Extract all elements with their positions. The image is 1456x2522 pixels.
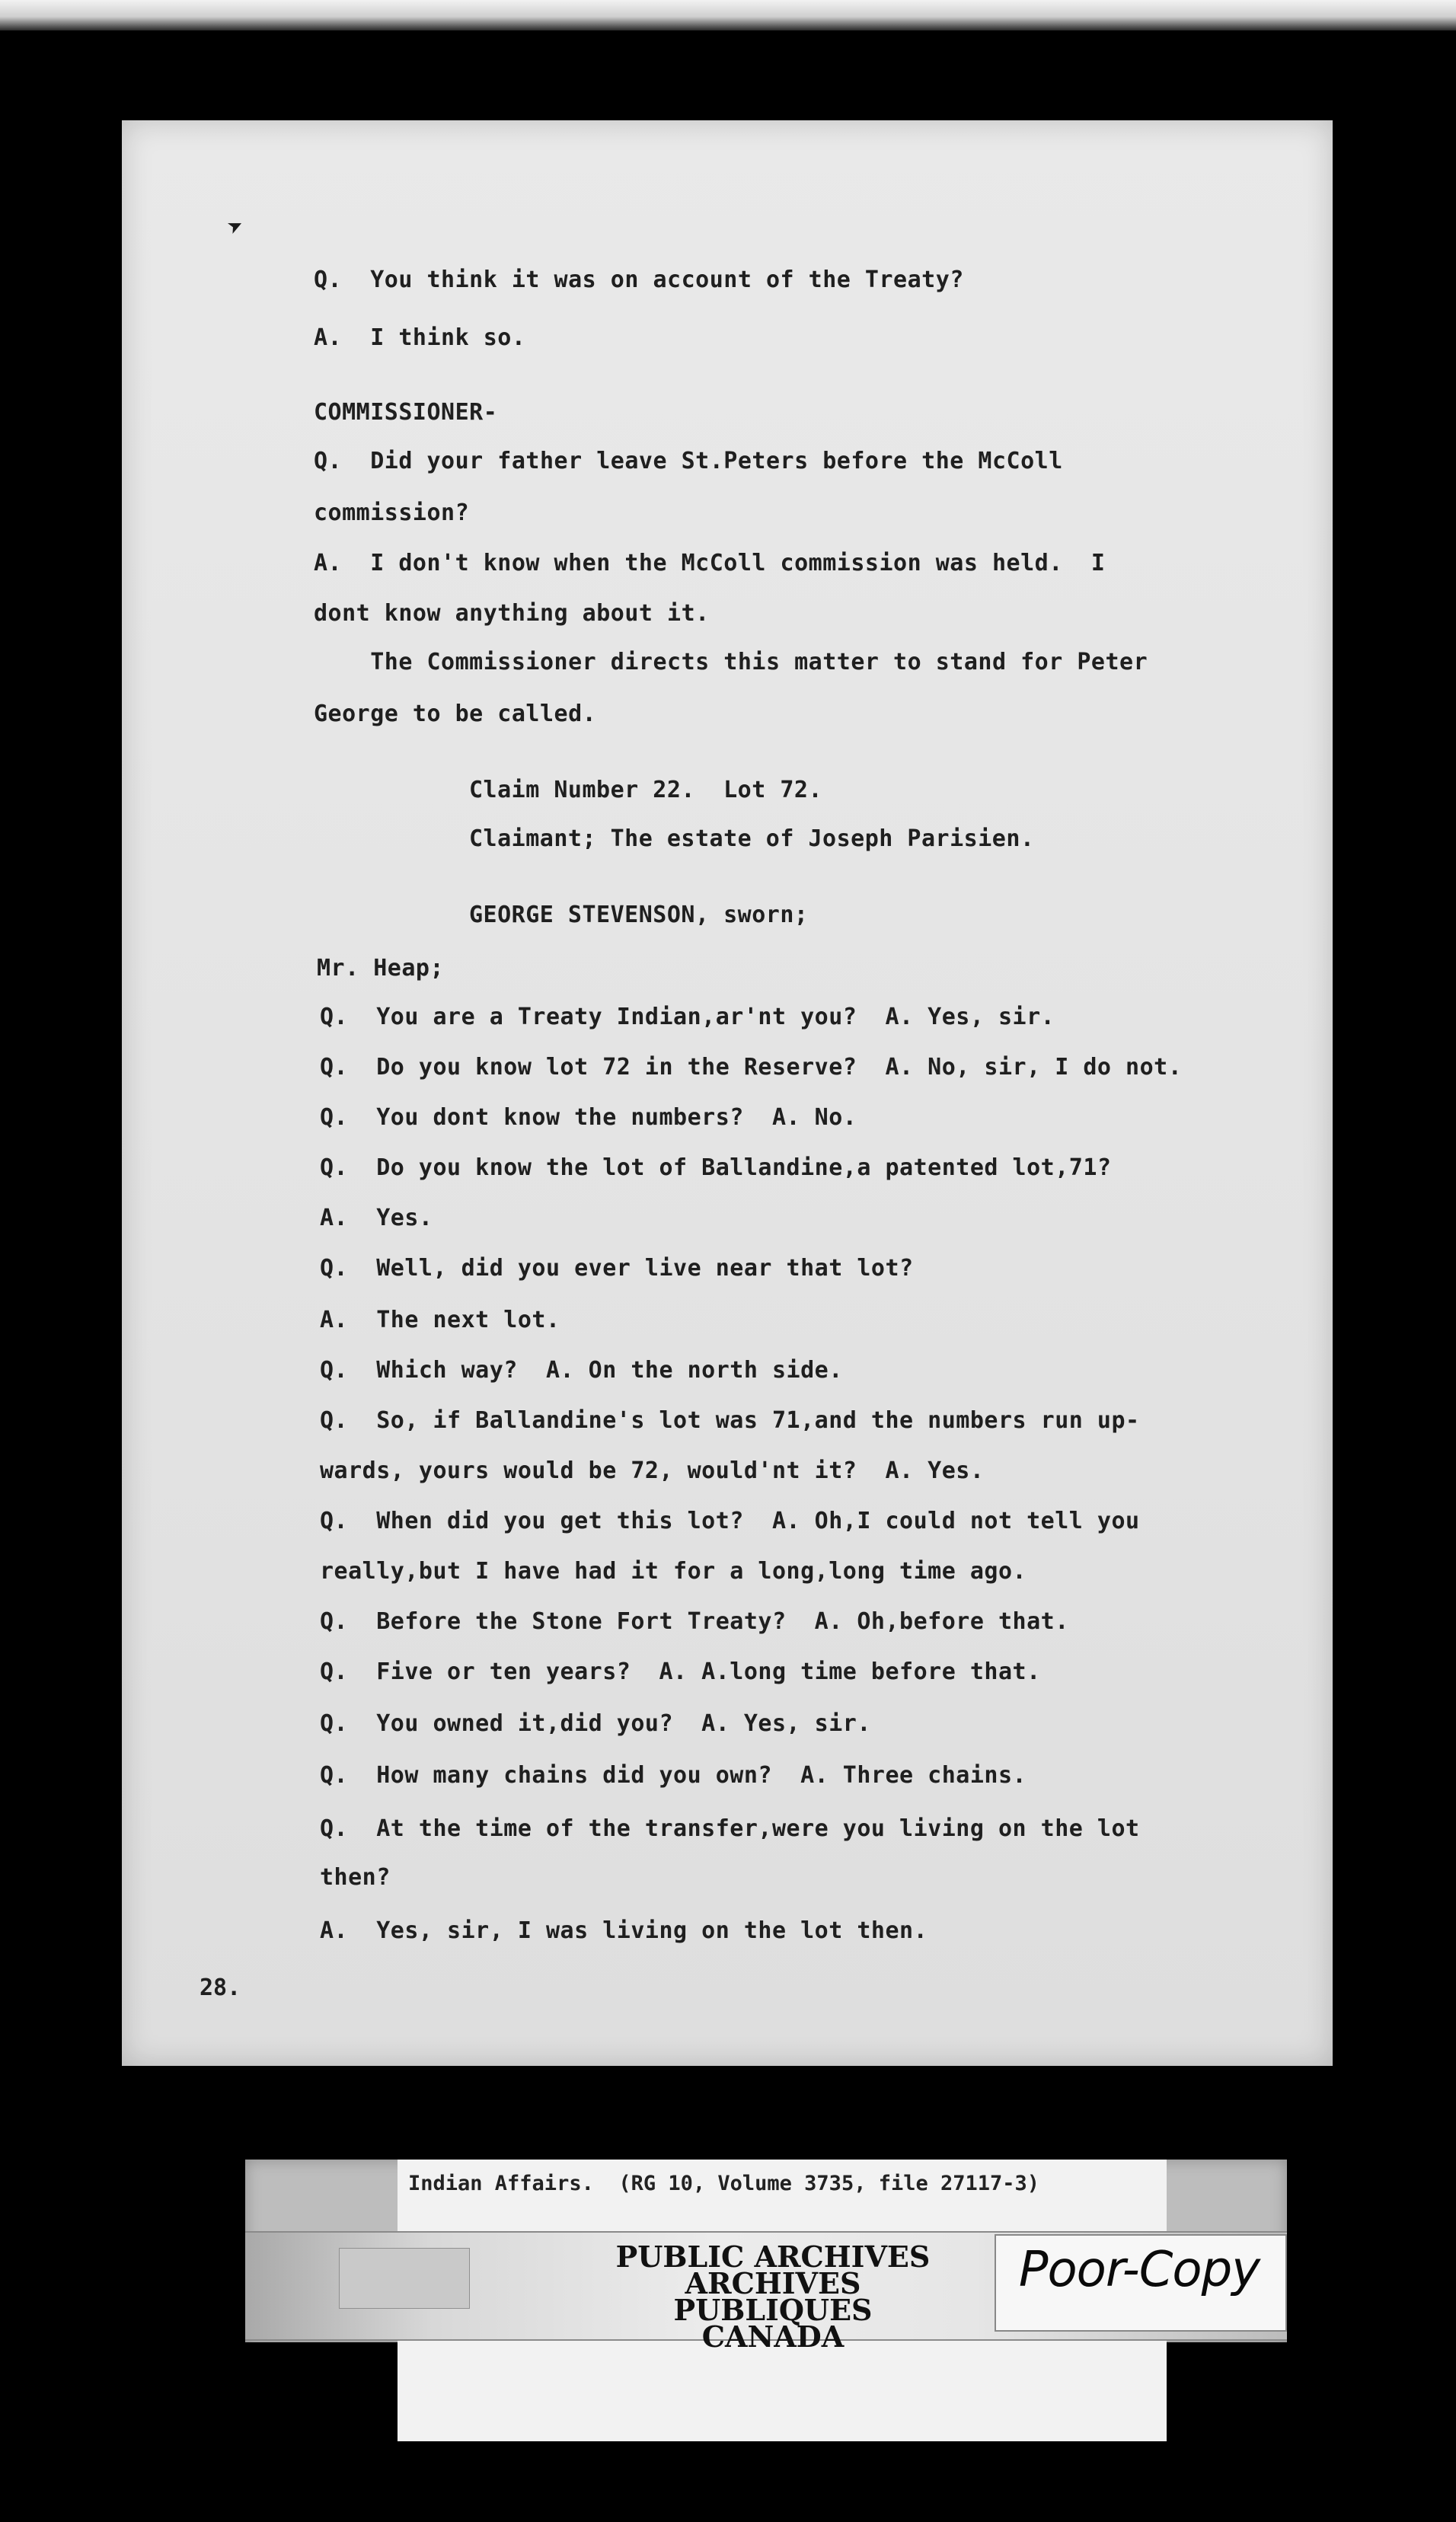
archive-stamp [586,2239,959,2354]
text-line: Claim Number 22. Lot 72. [469,777,823,803]
text-line: A. I think so. [314,324,526,351]
text-line: dont know anything about it. [314,600,710,627]
text-line: Q. Do you know lot 72 in the Reserve? A. No, sir, I do not. [320,1054,1183,1081]
text-line: George to be called. [314,701,597,727]
tape-sticker [339,2248,470,2309]
text-line: then? [320,1864,391,1891]
text-line: The Commissioner directs this matter to stand for Peter [314,649,1148,675]
text-line: Claimant; The estate of Joseph Parisien. [469,825,1035,852]
text-line: Q. When did you get this lot? A. Oh,I could not tell you [320,1508,1140,1534]
text-line: really,but I have had it for a long,long time ago. [320,1558,1027,1585]
text-line: Q. Do you know the lot of Ballandine,a patented lot,71? [320,1154,1112,1181]
text-line: Q. Before the Stone Fort Treaty? A. Oh,before that. [320,1608,1069,1635]
text-line: Q. You are a Treaty Indian,ar'nt you? A. Yes, sir. [320,1004,1055,1030]
text-line: A. Yes. [320,1205,433,1231]
text-line: commission? [314,500,470,526]
text-line: Q. Which way? A. On the north side. [320,1357,843,1384]
stamp-line: CANADA [701,2319,845,2354]
stray-mark: ➤ [222,209,250,244]
text-line: A. I don't know when the McColl commission was held. I [314,550,1106,576]
archive-reference-text: Indian Affairs. (RG 10, Volume 3735, file 27117-3) [408,2172,1040,2195]
text-line: A. Yes, sir, I was living on the lot then. [320,1917,928,1944]
text-line: wards, yours would be 72, would'nt it? A. Yes. [320,1457,985,1484]
text-line: COMMISSIONER- [314,399,498,426]
text-line: Q. Did your father leave St.Peters before the McColl [314,448,1063,474]
stamp-line: PUBLIC ARCHIVES [615,2239,931,2274]
text-line: Q. At the time of the transfer,were you living on the lot [320,1815,1140,1842]
text-line: Q. Five or ten years? A. A.long time before that. [320,1658,1041,1685]
text-line: A. The next lot. [320,1307,560,1333]
stamp-line: ARCHIVES PUBLIQUES [673,2266,873,2327]
text-line: Q. You think it was on account of the Treaty? [314,267,964,293]
text-line: GEORGE STEVENSON, sworn; [469,902,809,928]
quality-note: Poor-Copy [1018,2242,1260,2298]
text-line: Q. You dont know the numbers? A. No. [320,1104,857,1131]
text-line: Q. Well, did you ever live near that lot? [320,1255,914,1282]
text-line: Q. So, if Ballandine's lot was 71,and the numbers run up- [320,1407,1140,1434]
text-line: Q. You owned it,did you? A. Yes, sir. [320,1710,871,1737]
scanner-edge [0,0,1456,30]
page-number: 28. [200,1975,241,2001]
text-line: Q. How many chains did you own? A. Three chains. [320,1762,1027,1789]
text-line: Mr. Heap; [317,955,445,982]
